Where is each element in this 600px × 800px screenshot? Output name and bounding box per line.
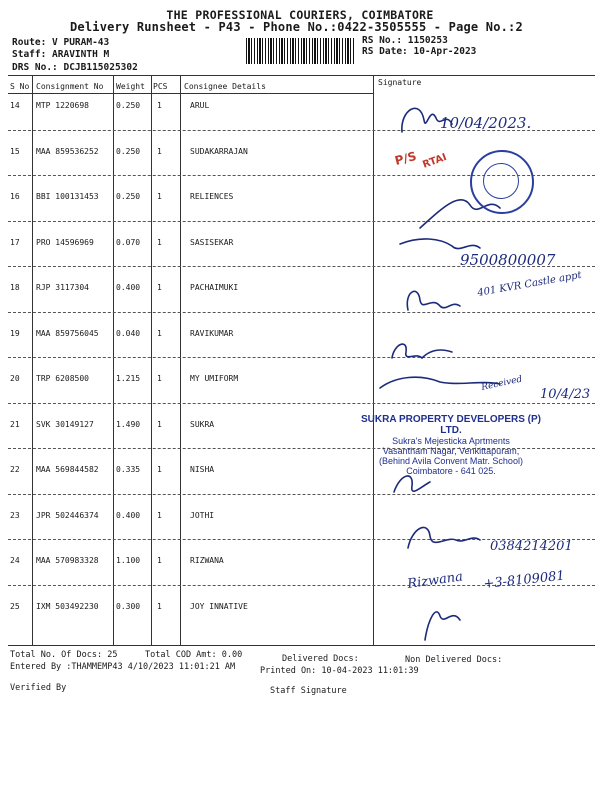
row-sno: 18 — [10, 283, 20, 292]
row-consignment-no: MAA 569844582 — [36, 465, 99, 474]
row-consignee: SUKRA — [190, 419, 215, 429]
row-sno: 14 — [10, 101, 20, 110]
row-pcs: 1 — [157, 510, 162, 520]
row-weight: 0.040 — [116, 328, 141, 338]
route-label: Route: V PURAM-43 — [12, 37, 110, 48]
column-header-consignment: Consignment No — [36, 82, 104, 91]
row-pcs: 1 — [157, 237, 162, 247]
handwritten-phone-24: +3-8109081 — [482, 568, 566, 592]
signature-nisha — [394, 476, 430, 492]
staff-label: Staff: ARAVINTH M — [12, 49, 110, 60]
signature-jothi — [408, 527, 480, 548]
handwritten-phone-17: 9500800007 — [460, 251, 556, 269]
handwritten-phone-23: 0384214201 — [490, 539, 573, 554]
row-consignment-no: MTP 1220698 — [36, 101, 89, 110]
handwritten-received-20: Received — [480, 374, 524, 393]
staff-signature: Staff Signature — [270, 686, 347, 696]
row-consignment-no: TRP 6208500 — [36, 374, 89, 383]
row-consignee: JOTHI — [190, 510, 215, 520]
total-cod: Total COD Amt: 0.00 — [145, 650, 243, 660]
non-delivered-docs: Non Delivered Docs: — [405, 655, 503, 665]
round-stamp-inner-ring — [483, 163, 519, 199]
row-consignee: SUDAKARRAJAN — [190, 146, 248, 156]
row-pcs: 1 — [157, 374, 162, 383]
row-weight: 0.250 — [116, 101, 141, 110]
row-pcs: 1 — [157, 192, 162, 201]
runsheet-subtitle: Delivery Runsheet - P43 - Phone No.:0422-3505555 - Page No.:2 — [70, 20, 523, 34]
row-consignment-no: RJP 3117304 — [36, 283, 89, 292]
row-weight: 1.490 — [116, 419, 141, 429]
row-sno: 21 — [10, 419, 20, 429]
row-weight: 0.400 — [116, 510, 141, 520]
row-weight: 0.300 — [116, 601, 141, 611]
row-weight: 0.400 — [116, 283, 141, 292]
row-consignment-no: JPR 502446374 — [36, 510, 99, 520]
row-pcs: 1 — [157, 419, 162, 429]
company-stamp-line4: (Behind Avila Convent Matr. School) — [379, 456, 523, 466]
row-consignee: RAVIKUMAR — [190, 328, 234, 338]
signature-joy-innative — [425, 612, 460, 640]
stamp-rtai: RTAI — [421, 152, 449, 171]
signature-pachaimuki — [407, 291, 460, 310]
total-docs: Total No. Of Docs: 25 — [10, 650, 118, 660]
row-sno: 16 — [10, 192, 20, 201]
row-consignment-no: BBI 100131453 — [36, 192, 99, 201]
stamp-ps: P/S — [393, 149, 418, 168]
row-weight: 1.100 — [116, 556, 141, 565]
row-weight: 0.335 — [116, 465, 141, 474]
row-sno: 19 — [10, 328, 20, 338]
row-weight: 0.250 — [116, 146, 141, 156]
row-consignment-no: SVK 30149127 — [36, 419, 94, 429]
row-sno: 20 — [10, 374, 20, 383]
column-header-sno: S No — [10, 82, 30, 91]
handwritten-date-14: 10/04/2023. — [440, 114, 532, 132]
row-sno: 17 — [10, 237, 20, 247]
handwritten-name-24: Rizwana — [406, 569, 464, 592]
row-sno: 22 — [10, 465, 20, 474]
row-pcs: 1 — [157, 101, 162, 110]
handwritten-note-18: 401 KVR Castle appt — [476, 269, 583, 299]
row-consignee: RIZWANA — [190, 556, 224, 565]
row-pcs: 1 — [157, 146, 162, 156]
column-header-weight: Weight — [116, 82, 145, 91]
column-header-pcs: PCS — [153, 82, 168, 91]
row-sno: 25 — [10, 601, 20, 611]
row-sno: 15 — [10, 146, 20, 156]
printed-on: Printed On: 10-04-2023 11:01:39 — [260, 666, 419, 676]
row-pcs: 1 — [157, 465, 162, 474]
company-stamp-line5: Coimbatore - 641 025. — [406, 466, 496, 476]
row-consignee: ARUL — [190, 101, 210, 110]
row-consignment-no: IXM 503492230 — [36, 601, 99, 611]
row-consignee: SASISEKAR — [190, 237, 234, 247]
handwritten-date-20: 10/4/23 — [540, 387, 591, 402]
row-consignee: PACHAIMUKI — [190, 283, 239, 292]
rs-number: RS No.: 1150253 — [362, 35, 448, 46]
row-pcs: 1 — [157, 556, 162, 565]
entered-by: Entered By :THAMMEMP43 4/10/2023 11:01:21 AM — [10, 662, 236, 672]
row-consignee: NISHA — [190, 465, 215, 474]
row-consignee: MY UMIFORM — [190, 374, 239, 383]
column-header-consignee: Consignee Details — [184, 82, 266, 91]
rs-date: RS Date: 10-Apr-2023 — [362, 46, 477, 57]
company-stamp-name: SUKRA PROPERTY DEVELOPERS (P) LTD. — [360, 414, 542, 436]
row-weight: 0.070 — [116, 237, 141, 247]
column-header-signature: Signature — [378, 78, 422, 87]
row-consignee: RELIENCES — [190, 192, 234, 201]
delivered-docs: Delivered Docs: — [282, 654, 359, 664]
verified-by: Verified By — [10, 683, 67, 693]
row-consignment-no: PRO 14596969 — [36, 237, 94, 247]
row-weight: 1.215 — [116, 374, 141, 383]
signature-sasisekar — [400, 239, 480, 249]
row-pcs: 1 — [157, 601, 162, 611]
row-consignment-no: MAA 570983328 — [36, 556, 99, 565]
row-weight: 0.250 — [116, 192, 141, 201]
row-consignment-no: MAA 859536252 — [36, 146, 99, 156]
row-sno: 23 — [10, 510, 20, 520]
row-pcs: 1 — [157, 283, 162, 292]
row-consignee: JOY INNATIVE — [190, 601, 248, 611]
company-stamp-line2: Sukra's Mejesticka Aprtments — [392, 436, 510, 446]
company-stamp-line3: Vasantham Nagar, Venkittapuram, — [382, 446, 520, 456]
row-pcs: 1 — [157, 328, 162, 338]
company-stamp — [356, 414, 546, 476]
signature-ravikumar — [392, 344, 452, 358]
drs-number: DRS No.: DCJB115025302 — [12, 62, 138, 73]
row-sno: 24 — [10, 556, 20, 565]
row-consignment-no: MAA 859756045 — [36, 328, 99, 338]
document-title: THE PROFESSIONAL COURIERS, COIMBATORE — [166, 8, 434, 22]
